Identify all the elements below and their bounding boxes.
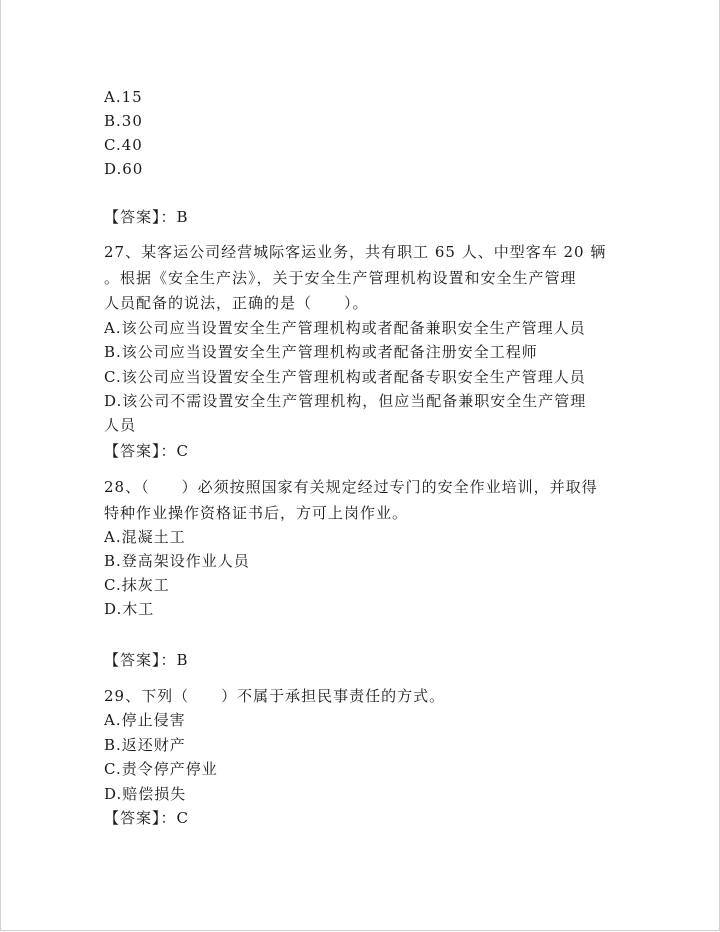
q29-option-d: D.赔偿损失 xyxy=(104,785,187,803)
q27-option-b: B.该公司应当设置安全生产管理机构或者配备注册安全工程师 xyxy=(104,343,538,361)
q29-answer: 【答案】：C xyxy=(104,809,189,827)
q28-option-a: A.混凝土工 xyxy=(104,528,186,546)
q28-stem-line-2: 特种作业操作资格证书后，方可上岗作业。 xyxy=(104,504,409,522)
q26-option-d: D.60 xyxy=(104,160,144,178)
q27-answer: 【答案】：C xyxy=(104,442,189,460)
q27-option-c: C.该公司应当设置安全生产管理机构或者配备专职安全生产管理人员 xyxy=(104,368,586,386)
q28-option-b: B.登高架设作业人员 xyxy=(104,552,250,570)
q26-option-a: A.15 xyxy=(104,88,143,106)
q27-option-d: D.该公司不需设置安全生产管理机构，但应当配备兼职安全生产管理 xyxy=(104,392,587,410)
q27-stem-line-2: 。根据《安全生产法》，关于安全生产管理机构设置和安全生产管理 xyxy=(104,269,577,287)
q28-stem-line-1: 28、（ ）必须按照国家有关规定经过专门的安全作业培训，并取得 xyxy=(104,478,598,496)
q27-option-a: A.该公司应当设置安全生产管理机构或者配备兼职安全生产管理人员 xyxy=(104,319,586,337)
q29-option-b: B.返还财产 xyxy=(104,736,186,754)
q29-option-c: C.责令停产停业 xyxy=(104,760,218,778)
q27-stem-line-1: 27、某客运公司经营城际客运业务，共有职工 65 人、中型客车 20 辆 xyxy=(104,243,607,261)
q29-option-a: A.停止侵害 xyxy=(104,711,186,729)
q26-option-c: C.40 xyxy=(104,136,143,154)
q26-answer: 【答案】：B xyxy=(104,208,189,226)
q28-answer: 【答案】：B xyxy=(104,651,189,669)
q27-stem-line-3: 人员配备的说法，正确的是（ ）。 xyxy=(104,294,369,312)
q27-option-d-cont: 人员 xyxy=(104,416,137,434)
q28-option-c: C.抹灰工 xyxy=(104,576,170,594)
q28-option-d: D.木工 xyxy=(104,600,155,618)
q29-stem-line-1: 29、下列（ ）不属于承担民事责任的方式。 xyxy=(104,687,446,705)
q26-option-b: B.30 xyxy=(104,112,143,130)
